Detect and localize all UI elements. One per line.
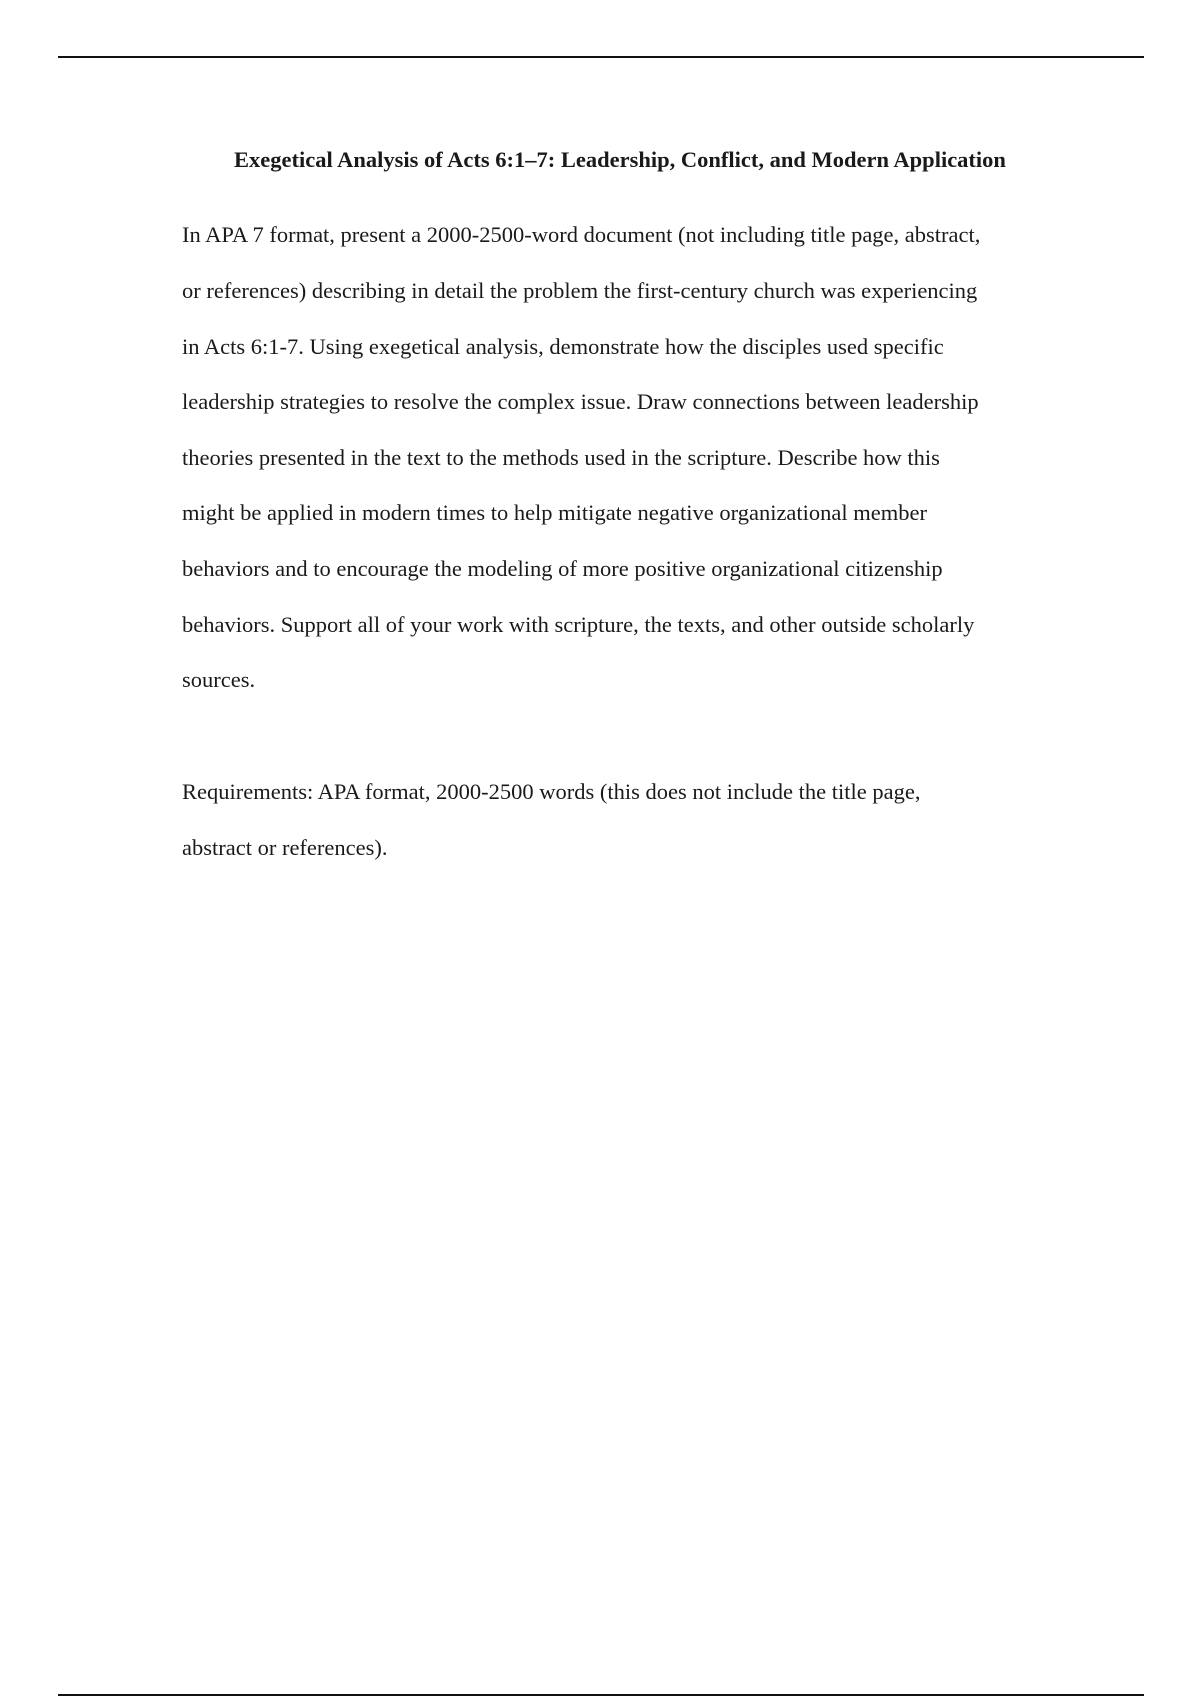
header-rule — [58, 56, 1144, 58]
paragraph-line: in Acts 6:1-7. Using exegetical analysis, demonstrate how the disciples used specific — [182, 334, 944, 359]
paragraph-line: sources. — [182, 667, 256, 692]
document-title: Exegetical Analysis of Acts 6:1–7: Leadership, Conflict, and Modern Application — [234, 147, 1006, 172]
paragraph-line: In APA 7 format, present a 2000-2500-word document (not including title page, abstract, — [182, 222, 981, 247]
paragraph-line: behaviors. Support all of your work with scripture, the texts, and other outside scholarly — [182, 612, 975, 637]
paragraph-line: or references) describing in detail the problem the first-century church was experiencing — [182, 278, 978, 303]
paragraph-line: leadership strategies to resolve the complex issue. Draw connections between leadership — [182, 389, 979, 414]
paragraph-line: might be applied in modern times to help mitigate negative organizational member — [182, 500, 928, 525]
paragraph-line: abstract or references). — [182, 835, 388, 860]
paragraph-line: behaviors and to encourage the modeling of more positive organizational citizenship — [182, 556, 943, 581]
footer-rule — [58, 1694, 1144, 1696]
paragraph-line: Requirements: APA format, 2000-2500 words (this does not include the title page, — [182, 779, 921, 804]
paragraph-line: theories presented in the text to the methods used in the scripture. Describe how this — [182, 445, 940, 470]
